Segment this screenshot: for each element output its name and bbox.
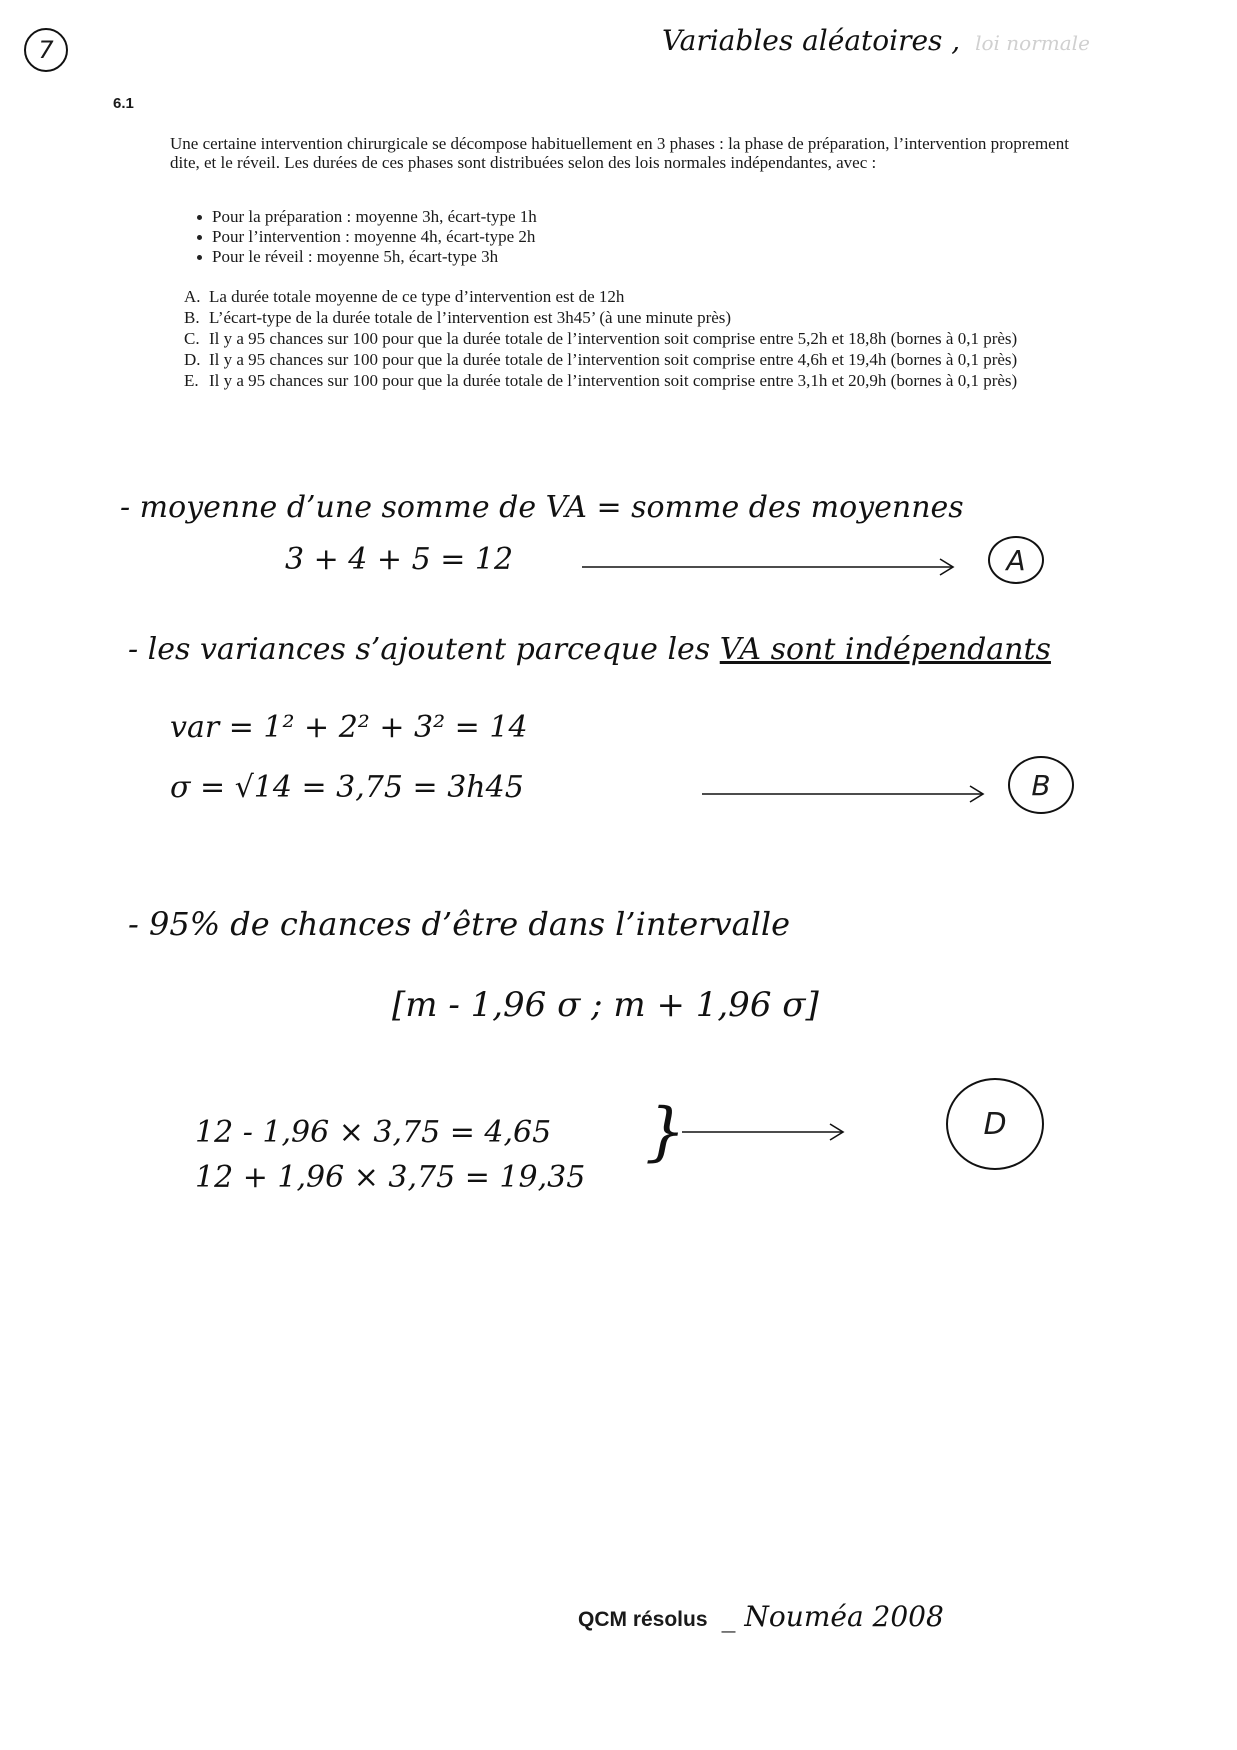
note-mean-sum: - moyenne d’une somme de VA = somme des moyennes [120,490,964,525]
option-letter: C. [184,329,200,348]
note-variance-calc: var = 1² + 2² + 3² = 14 [170,710,528,745]
option-b [184,308,1209,327]
option-c [184,329,1209,348]
option-letter: E. [184,371,199,390]
note-variance-rule [128,632,1051,667]
option-letter: D. [184,350,201,369]
option-e [184,371,1209,390]
option-text: Il y a 95 chances sur 100 pour que la durée totale de l’intervention soit comprise entre 5,2h et 18,8h (bornes à 0,1 près) [209,329,1018,348]
note-lower-bound: 12 - 1,96 × 3,75 = 4,65 [195,1115,552,1150]
variance-rule-text: - les variances s’ajoutent parceque les [128,632,711,667]
option-text: La durée totale moyenne de ce type d’intervention est de 12h [209,287,625,306]
arrow-to-b [700,782,990,806]
answer-a-circle [988,536,1044,584]
option-text: Il y a 95 chances sur 100 pour que la durée totale de l’intervention soit comprise entre 4,6h et 19,4h (bornes à 0,1 près) [209,350,1018,369]
arrow-to-d [680,1120,850,1144]
answer-a-label: A [1006,543,1026,577]
list-item: Pour la préparation : moyenne 3h, écart-type 1h [192,207,892,227]
question-intro: Une certaine intervention chirurgicale se décompose habituellement en 3 phases : la phase de préparation, l’intervention proprement dite, et le réveil. Les durées de ces phases sont distribuées selon des lois normales indépendantes, avec : [170,134,1069,172]
answer-options [184,287,1209,392]
note-mean-calc: 3 + 4 + 5 = 12 [285,542,514,577]
option-text: Il y a 95 chances sur 100 pour que la durée totale de l’intervention soit comprise entre 3,1h et 20,9h (bornes à 0,1 près) [209,371,1018,390]
note-interval-formula: [m - 1,96 σ ; m + 1,96 σ] [392,985,819,1025]
answer-b-circle [1008,756,1074,814]
arrow-to-a [580,553,960,577]
question-number: 6.1 [113,95,134,112]
page-number: 7 [38,36,54,64]
answer-d-circle [946,1078,1044,1170]
option-letter: B. [184,308,200,327]
list-item: Pour l’intervention : moyenne 4h, écart-type 2h [192,227,892,247]
title-text: Variables aléatoires , [662,24,961,57]
page-number-circle [24,28,68,72]
list-item: Pour le réveil : moyenne 5h, écart-type 3h [192,247,892,267]
title-faded-text: loi normale [975,31,1090,55]
option-text: L’écart-type de la durée totale de l’intervention est 3h45’ (à une minute près) [209,308,732,327]
footer-printed: QCM résolus [578,1608,708,1631]
option-d [184,350,1209,369]
option-a [184,287,1209,306]
answer-d-label: D [983,1106,1007,1142]
brace-icon: } [645,1095,686,1169]
answer-b-label: B [1031,768,1051,802]
note-interval-intro: - 95% de chances d’être dans l’intervalle [128,905,791,943]
handwritten-title [662,24,1090,57]
footer-handwritten: _ Nouméa 2008 [721,1600,944,1633]
note-upper-bound: 12 + 1,96 × 3,75 = 19,35 [195,1160,586,1195]
option-letter: A. [184,287,201,306]
footer [578,1600,944,1633]
phase-list [192,207,892,267]
note-sigma-calc: σ = √14 = 3,75 = 3h45 [170,770,524,805]
variance-rule-underlined: VA sont indépendants [719,632,1051,667]
